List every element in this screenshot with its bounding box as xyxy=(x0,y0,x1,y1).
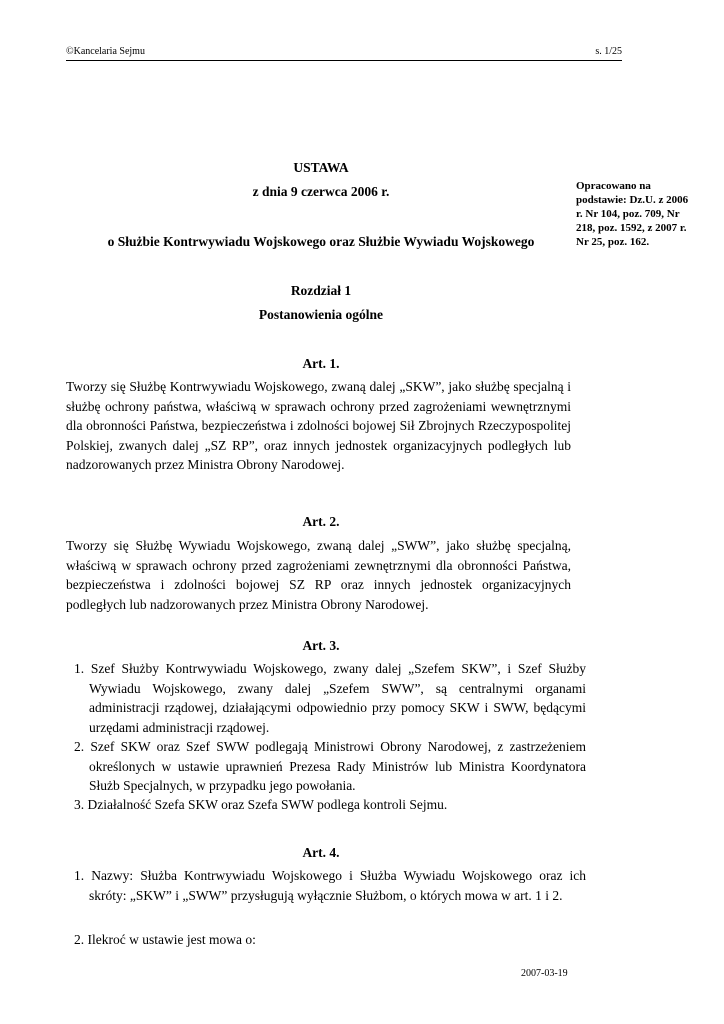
header-page-number: s. 1/25 xyxy=(595,46,622,57)
art3-item-1: 1. Szef Służby Kontrwywiadu Wojskowego, zwany dalej „Szefem SKW”, i Szef Służby Wywiadu Wojskowego, zwany dalej „Szefem SWW”, są centralnymi organami administracji rządowej, działającymi odpowiednio przy pomocy SKW i SWW, będącymi urzędami administracji rządowej. xyxy=(74,661,586,735)
art2-heading: Art. 2. xyxy=(302,514,340,529)
art1-text: Tworzy się Służbę Kontrwywiadu Wojskowego, zwaną dalej „SKW”, jako służbę specjalną i służbę ochrony państwa, właściwą w sprawach ochrony przed zagrożeniami wewnętrznymi dla obronności Państwa, bezpieczeństwa i zdolności bojowej Sił Zbrojnych Rzeczypospolitej Polskiej, zwanych dalej „SZ RP”, oraz innych jednostek organizacyjnych podległych lub nadzorowanych przez Ministra Obrony Narodowej. xyxy=(66,379,571,472)
art2-text: Tworzy się Służbę Wywiadu Wojskowego, zwaną dalej „SWW”, jako służbę specjalną, właściwą w sprawach ochrony przed zagrożeniami zewnętrznymi dla obronności Państwa, bezpieczeństwa i zdolności bojowej SZ RP oraz innych jednostek organizacyjnych podległych lub nadzorowanych przez Ministra Obrony Narodowej. xyxy=(66,538,571,612)
art3-heading: Art. 3. xyxy=(302,638,340,653)
chapter-number: Rozdział 1 xyxy=(290,283,352,298)
act-type: USTAWA xyxy=(293,160,349,175)
art4-heading: Art. 4. xyxy=(302,845,340,860)
header-source: ©Kancelaria Sejmu xyxy=(66,46,145,57)
page-header xyxy=(66,44,622,61)
art1-heading: Art. 1. xyxy=(302,356,340,371)
source-sidenote: Opracowano na podstawie: Dz.U. z 2006 r. Nr 104, poz. 709, Nr 218, poz. 1592, z 2007 r. Nr 25, poz. 162. xyxy=(576,180,689,248)
chapter-name: Postanowienia ogólne xyxy=(258,307,384,322)
art4-item-1: 1. Nazwy: Służba Kontrwywiadu Wojskowego i Służba Wywiadu Wojskowego oraz ich skróty: „SKW” i „SWW” przysługują wyłącznie Służbom, o których mowa w art. 1 i 2. xyxy=(74,868,586,903)
art3-item-2: 2. Szef SKW oraz Szef SWW podlegają Ministrowi Obrony Narodowej, z zastrzeżeniem określonych w ustawie uprawnień Prezesa Rady Ministrów lub Ministra Koordynatora Służb Specjalnych, w przypadku jego powołania. xyxy=(74,739,586,793)
art3-item-3: 3. Działalność Szefa SKW oraz Szefa SWW podlega kontroli Sejmu. xyxy=(74,797,448,812)
footer-date: 2007-03-19 xyxy=(521,968,568,979)
act-date: z dnia 9 czerwca 2006 r. xyxy=(252,184,390,199)
act-subject: o Służbie Kontrwywiadu Wojskowego oraz Służbie Wywiadu Wojskowego xyxy=(107,234,535,249)
art4-item-2: 2. Ilekroć w ustawie jest mowa o: xyxy=(74,932,256,947)
